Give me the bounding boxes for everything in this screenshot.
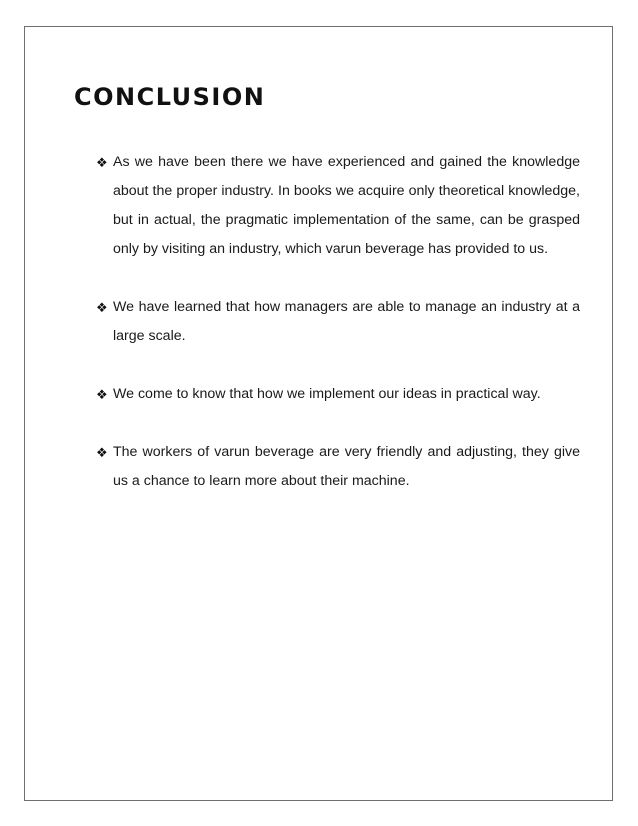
list-item-text: As we have been there we have experienced and gained the knowledge about the proper industry. In books we acquire only theoretical knowledge, but in actual, the pragmatic implementation of the same, can be grasped only by visiting an industry, which varun beverage has provided to us. (113, 154, 580, 257)
diamond-bullet-icon: ❖ (96, 445, 108, 460)
list-item (96, 293, 580, 351)
diamond-bullet-icon: ❖ (96, 300, 108, 315)
list-item-text: We have learned that how managers are able to manage an industry at a large scale. (113, 299, 580, 344)
conclusion-list (96, 148, 580, 525)
list-item (96, 438, 580, 496)
list-item (96, 148, 580, 264)
diamond-bullet-icon: ❖ (96, 155, 108, 170)
list-item (96, 380, 580, 409)
list-item-text: We come to know that how we implement our ideas in practical way. (113, 386, 541, 402)
list-item-text: The workers of varun beverage are very friendly and adjusting, they give us a chance to learn more about their machine. (113, 444, 580, 489)
page-title: conclusion (74, 74, 266, 114)
diamond-bullet-icon: ❖ (96, 387, 108, 402)
